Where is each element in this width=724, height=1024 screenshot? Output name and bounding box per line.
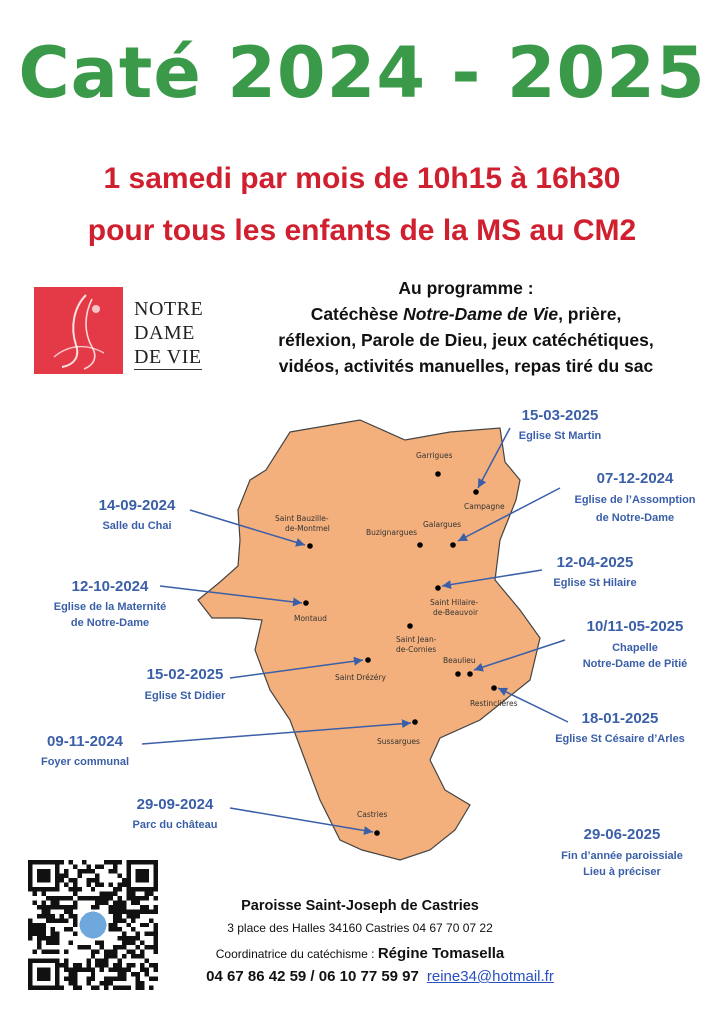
coordinator-line: Coordinatrice du catéchisme : Régine Tomasella: [215, 945, 505, 962]
event-date-7: 14-09-2024: [98, 497, 176, 514]
dot-beaulieu-1: [455, 671, 461, 677]
event-date-11: 29-09-2024: [136, 796, 214, 813]
parish-territory: [198, 420, 540, 860]
event-date-2: 07-12-2024: [596, 470, 674, 487]
event-date-1: 15-03-2025: [521, 407, 599, 424]
town-montaud: Montaud: [294, 614, 327, 623]
coordinator-name: Régine Tomasella: [377, 945, 505, 962]
dot-saint-jean: [407, 623, 413, 629]
town-saint-bauzille-2: de-Montmel: [285, 524, 330, 533]
town-saint-hilaire-2: de-Beauvoir: [433, 608, 479, 617]
dot-saint-bauzille: [307, 543, 313, 549]
dot-galargues: [450, 542, 456, 548]
event-place-3: Eglise St Hilaire: [553, 577, 637, 589]
event-place-2a: Eglise de l’Assomption: [574, 494, 696, 506]
event-place-6a: Fin d’année paroissiale: [561, 850, 683, 862]
dot-campagne: [473, 489, 479, 495]
dot-sussargues: [412, 719, 418, 725]
town-sussargues: Sussargues: [377, 737, 420, 746]
town-saint-hilaire-1: Saint Hilaire-: [430, 598, 479, 607]
event-date-6: 29-06-2025: [583, 826, 661, 843]
town-saint-bauzille-1: Saint Bauzille-: [275, 514, 329, 523]
programme-line3: vidéos, activités manuelles, repas tiré du sac: [278, 356, 654, 376]
town-saint-jean-2: de-Cornies: [396, 645, 437, 654]
town-castries: Castries: [357, 810, 388, 819]
programme-heading: Au programme :: [398, 278, 534, 298]
town-garrigues: Garrigues: [416, 451, 453, 460]
dot-montaud: [303, 600, 309, 606]
event-place-5: Eglise St Césaire d’Arles: [555, 733, 685, 745]
dot-buzignargues: [417, 542, 423, 548]
programme-line1: Catéchèse Notre-Dame de Vie, prière,: [310, 304, 622, 324]
dot-saint-hilaire: [435, 585, 441, 591]
parish-name: Paroisse Saint-Joseph de Castries: [241, 898, 479, 914]
event-place-8a: Eglise de la Maternité: [53, 601, 167, 613]
phone-numbers: 04 67 86 42 59 / 06 10 77 59 97: [206, 968, 419, 985]
event-place-4a: Chapelle: [612, 642, 658, 654]
qr-code-icon: [28, 860, 158, 990]
event-place-8b: de Notre-Dame: [70, 617, 150, 629]
page-title: Caté 2024 - 2025: [18, 32, 706, 114]
subtitle-schedule: 1 samedi par mois de 10h15 à 16h30: [103, 162, 621, 195]
event-date-4: 10/11-05-2025: [586, 618, 684, 635]
dot-saint-drezery: [365, 657, 371, 663]
town-saint-drezery: Saint Drézéry: [335, 673, 386, 682]
event-place-9: Eglise St Didier: [144, 690, 226, 702]
town-beaulieu: Beaulieu: [443, 656, 476, 665]
subtitle-audience: pour tous les enfants de la MS au CM2: [87, 214, 637, 247]
town-galargues: Galargues: [423, 520, 462, 529]
event-place-6b: Lieu à préciser: [583, 866, 661, 878]
event-place-2b: de Notre-Dame: [595, 512, 675, 524]
dot-restinclieres: [491, 685, 497, 691]
event-place-7: Salle du Chai: [102, 520, 172, 532]
programme-line2: réflexion, Parole de Dieu, jeux catéchétiques,: [278, 330, 654, 350]
logo-text-line2: DAME: [134, 322, 195, 344]
town-saint-jean-1: Saint Jean-: [396, 635, 437, 644]
event-place-11: Parc du château: [132, 819, 218, 831]
logo-text-line1: NOTRE: [134, 298, 204, 320]
town-buzignargues: Buzignargues: [366, 528, 418, 537]
event-place-1: Eglise St Martin: [518, 430, 602, 442]
logo-text-line3: DE VIE: [134, 346, 202, 368]
contact-line: [155, 968, 605, 985]
parish-address: 3 place des Halles 34160 Castries 04 67 70 07 22: [227, 921, 493, 935]
dot-garrigues: [435, 471, 441, 477]
dot-beaulieu-2: [467, 671, 473, 677]
town-campagne: Campagne: [464, 502, 505, 511]
event-place-4b: Notre-Dame de Pitié: [582, 658, 688, 670]
event-place-10: Foyer communal: [40, 756, 130, 768]
dot-castries: [374, 830, 380, 836]
town-restinclieres: Restinclières: [470, 699, 518, 708]
event-date-9: 15-02-2025: [146, 666, 224, 683]
email-link[interactable]: reine34@hotmail.fr: [426, 968, 554, 985]
event-date-5: 18-01-2025: [581, 710, 659, 727]
event-date-10: 09-11-2024: [47, 733, 123, 750]
event-date-3: 12-04-2025: [556, 554, 634, 571]
event-date-8: 12-10-2024: [71, 578, 149, 595]
